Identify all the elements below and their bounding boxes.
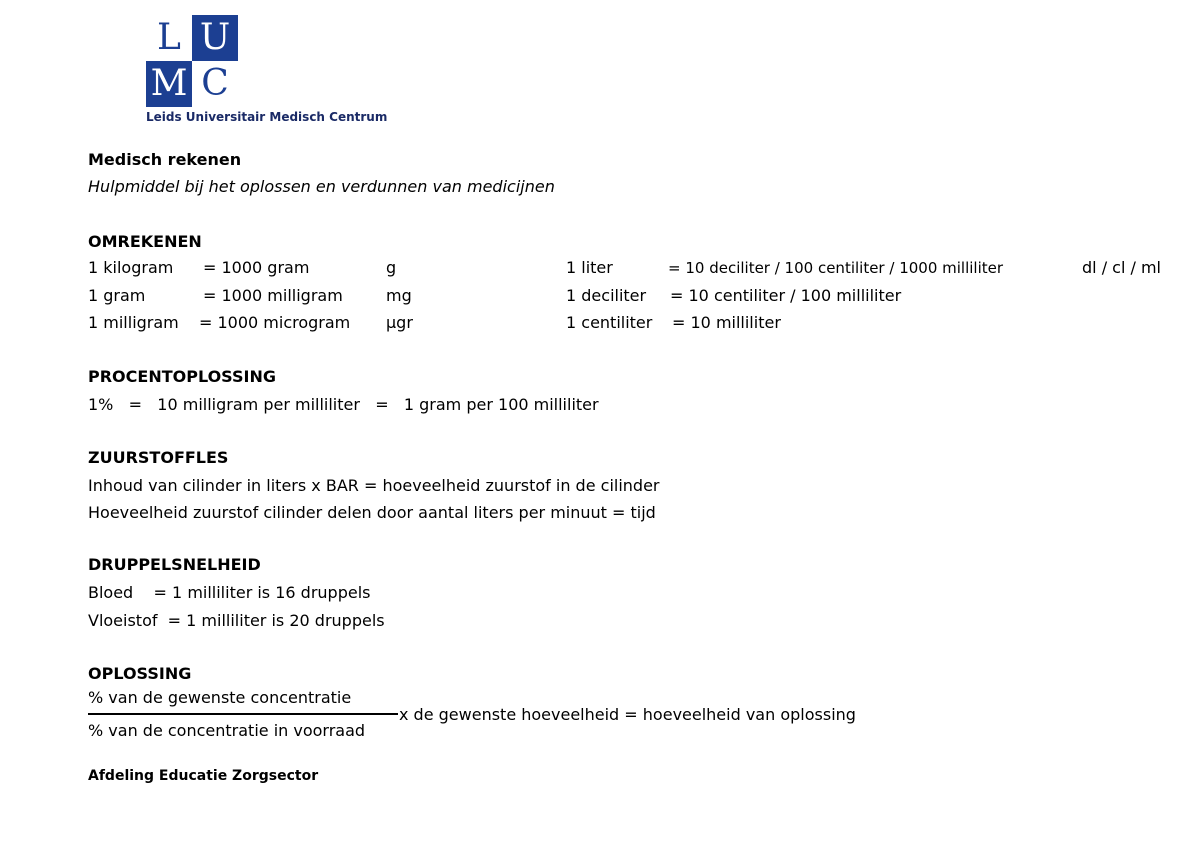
zuurstof-line: Inhoud van cilinder in liters x BAR = hoeveelheid zuurstof in de cilinder bbox=[88, 476, 660, 495]
weight-unit: g bbox=[386, 258, 397, 277]
druppel-line: Bloed = 1 milliliter is 16 druppels bbox=[88, 583, 371, 602]
fraction-bar bbox=[88, 713, 398, 715]
section-heading-druppelsnelheid: DRUPPELSNELHEID bbox=[88, 555, 261, 574]
volume-eq: = 10 milliliter bbox=[672, 313, 781, 332]
lumc-logo bbox=[146, 15, 238, 107]
volume-left: 1 liter bbox=[566, 258, 613, 277]
logo-letter-c: C bbox=[192, 61, 238, 107]
procent-line: 1% = 10 milligram per milliliter = 1 gram per 100 milliliter bbox=[88, 395, 599, 414]
logo-letter-l: L bbox=[146, 15, 192, 61]
fraction-numerator: % van de gewenste concentratie bbox=[88, 688, 352, 707]
weight-left: 1 milligram bbox=[88, 313, 179, 332]
druppel-line: Vloeistof = 1 milliliter is 20 druppels bbox=[88, 611, 385, 630]
section-heading-procentoplossing: PROCENTOPLOSSING bbox=[88, 367, 276, 386]
logo-letter-m: M bbox=[146, 61, 192, 107]
volume-eq: = 10 deciliter / 100 centiliter / 1000 milliliter bbox=[668, 259, 1004, 277]
page-subtitle: Hulpmiddel bij het oplossen en verdunnen van medicijnen bbox=[88, 177, 555, 196]
volume-unit: dl / cl / ml bbox=[1082, 258, 1161, 277]
logo-letter-u: U bbox=[192, 15, 238, 61]
section-heading-zuurstoffles: ZUURSTOFFLES bbox=[88, 448, 229, 467]
logo-tagline: Leids Universitair Medisch Centrum bbox=[146, 110, 388, 124]
volume-left: 1 deciliter bbox=[566, 286, 647, 305]
weight-unit: mg bbox=[386, 286, 412, 305]
page-title: Medisch rekenen bbox=[88, 150, 242, 169]
volume-eq: = 10 centiliter / 100 milliliter bbox=[670, 286, 902, 305]
weight-eq: = 1000 milligram bbox=[203, 286, 343, 305]
weight-eq: = 1000 gram bbox=[203, 258, 310, 277]
weight-left: 1 gram bbox=[88, 286, 146, 305]
formula-rest: x de gewenste hoeveelheid = hoeveelheid van oplossing bbox=[399, 705, 856, 724]
weight-eq: = 1000 microgram bbox=[199, 313, 351, 332]
zuurstof-line: Hoeveelheid zuurstof cilinder delen door aantal liters per minuut = tijd bbox=[88, 503, 656, 522]
section-heading-omrekenen: OMREKENEN bbox=[88, 232, 202, 251]
section-heading-oplossing: OPLOSSING bbox=[88, 664, 192, 683]
volume-left: 1 centiliter bbox=[566, 313, 653, 332]
department-footer: Afdeling Educatie Zorgsector bbox=[88, 768, 319, 784]
fraction-denominator: % van de concentratie in voorraad bbox=[88, 721, 366, 740]
weight-unit: µgr bbox=[386, 313, 413, 332]
weight-left: 1 kilogram bbox=[88, 258, 174, 277]
